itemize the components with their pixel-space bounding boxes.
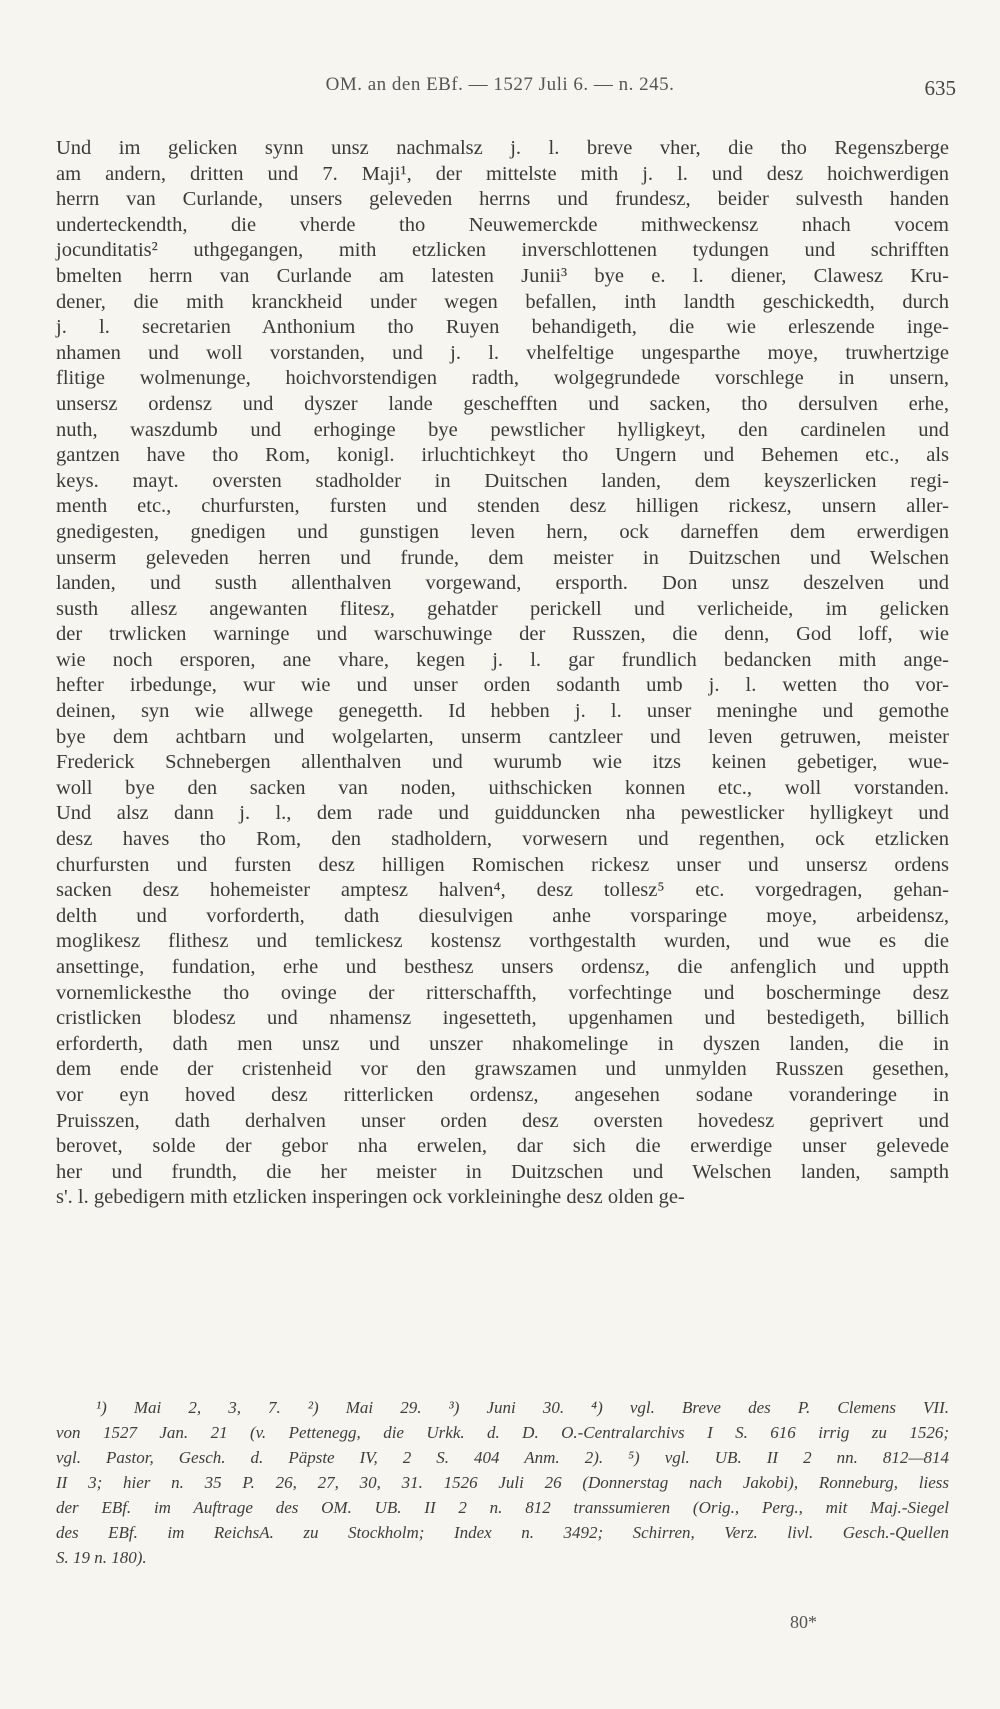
page-number: 635 (924, 76, 956, 100)
text-line: her und frundth, die her meister in Duitzschen und Welschen landen, sampth (56, 1160, 949, 1183)
text-line: Und alsz dann j. l., dem rade und guidduncken nha pewestlicker hylligkeyt und (56, 802, 949, 825)
text-line: moglikesz flithesz und temlickesz kostensz vorthgestalth wurden, und wue es die (56, 930, 949, 953)
text-line: hefter irbedunge, wur wie und unser orden sodanth umb j. l. wetten tho vor- (56, 674, 949, 697)
text-line: der trwlicken warninge und warschuwinge der Russzen, die denn, God loff, wie (56, 623, 949, 646)
text-line: s'. l. gebedigern mith etzlicken insperingen ock vorkleininghe desz olden ge- (56, 1186, 685, 1209)
text-line: ansettinge, fundation, erhe und besthesz unsers ordensz, die anfenglich und uppth (56, 956, 949, 978)
text-line: j. l. secretarien Anthonium tho Ruyen behandigeth, die wie erleszende inge- (56, 316, 949, 339)
text-line: underteckendth, die vherde tho Neuwemerckde mithweckensz nhach vocem (56, 213, 949, 236)
text-line: bye dem achtbarn und wolgelarten, unserm cantzleer und leven getruwen, meister (56, 725, 949, 748)
footnote-line: S. 19 n. 180). (56, 1548, 147, 1567)
text-line: nuth, waszdumb und erhoginge bye pewstlicher hylligkeyt, den cardinelen und (56, 418, 949, 441)
text-line: dem ende der cristenheid vor den grawszamen und unmylden Russzen gesethen, (56, 1058, 949, 1081)
text-line: am andern, dritten und 7. Maji¹, der mittelste mith j. l. und desz hoichwerdigen (56, 162, 949, 185)
text-line: susth allesz angewanten flitesz, gehatder perickell und verlicheide, im gelicken (56, 597, 949, 620)
text-line: wie noch ersporen, ane vhare, kegen j. l. gar frundlich bedancken mith ange- (56, 648, 949, 671)
text-line: flitige wolmenunge, hoichvorstendigen radth, wolgegrundede vorschlege in unsern, (56, 367, 949, 390)
text-line: herrn van Curlande, unsers geleveden herrns und frundesz, beider sulvesth handen (56, 188, 949, 211)
text-line: deinen, syn wie allwege genegetth. Id hebben j. l. unser meninghe und gemothe (56, 700, 949, 723)
text-line: Pruisszen, dath derhalven unser orden desz oversten hovedesz geprivert und (56, 1109, 949, 1132)
footnote-line: von 1527 Jan. 21 (v. Pettenegg, die Urkk. d. D. O.-Centralarchivs I S. 616 irrig zu 1526; (56, 1423, 949, 1442)
text-line: nhamen und woll vorstanden, und j. l. vhelfeltige ungesparthe moye, truwhertzige (56, 341, 949, 364)
text-line: landen, und susth allenthalven vorgewand, ersporth. Don unsz deszelven und (56, 572, 949, 595)
text-line: unserm geleveden herren und frunde, dem meister in Duitzschen und Welschen (56, 546, 949, 569)
text-line: jocunditatis² uthgegangen, mith etzlicken inverschlottenen tydungen und schrifften (56, 239, 949, 262)
text-line: desz haves tho Rom, den stadholdern, vorwesern und regenthen, ock etzlicken (56, 828, 949, 851)
text-line: dener, die mith kranckheid under wegen befallen, inth landth geschickedth, durch (56, 290, 949, 313)
page-header (0, 74, 1000, 104)
footnotes (56, 1395, 949, 1570)
text-line: Frederick Schnebergen allenthalven und wurumb wie itzs keinen gebetiger, wue- (56, 751, 949, 774)
text-line: woll bye den sacken van noden, uithschicken konnen etc., woll vorstanden. (56, 776, 949, 799)
text-line: bmelten herrn van Curlande am latesten Junii³ bye e. l. diener, Clawesz Kru- (56, 264, 949, 287)
signature-mark: 80* (790, 1612, 817, 1632)
text-line: unsersz ordensz und dyszer lande geschefften und sacken, tho dersulven erhe, (56, 392, 949, 415)
text-line: erforderth, dath men unsz und unszer nhakomelinge in dyszen landen, die in (56, 1032, 949, 1055)
footnote-line: vgl. Pastor, Gesch. d. Päpste IV, 2 S. 404 Anm. 2). ⁵) vgl. UB. II 2 nn. 812—814 (56, 1448, 949, 1467)
text-line: sacken desz hohemeister amptesz halven⁴, desz tollesz⁵ etc. vorgedragen, gehan- (56, 879, 949, 902)
text-line: gantzen have tho Rom, konigl. irluchtichkeyt tho Ungern und Behemen etc., als (56, 444, 949, 467)
main-text (56, 136, 949, 1211)
text-line: delth und vorforderth, dath diesulvigen anhe vorsparinge moye, arbeidensz, (56, 904, 949, 927)
text-line: cristlicken blodesz und nhamensz ingesetteth, upgenhamen und bestedigeth, billich (56, 1007, 949, 1030)
footnote-line: ¹) Mai 2, 3, 7. ²) Mai 29. ³) Juni 30. ⁴) vgl. Breve des P. Clemens VII. (96, 1398, 949, 1417)
text-line: vor eyn hoved desz ritterlicken ordensz, angesehen sodane voranderinge in (56, 1083, 949, 1106)
text-line: Und im gelicken synn unsz nachmalsz j. l. breve vher, die tho Regenszberge (56, 137, 949, 159)
footnote-line: II 3; hier n. 35 P. 26, 27, 30, 31. 1526 Juli 26 (Donnerstag nach Jakobi), Ronneburg, liess (56, 1473, 949, 1492)
text-line: vornemlickesthe tho ovinge der ritterschaffth, vorfechtinge und boscherminge desz (56, 981, 949, 1004)
text-line: keys. mayt. oversten stadholder in Duitschen landen, dem keyszerlicken regi- (56, 469, 949, 492)
running-head: OM. an den EBf. — 1527 Juli 6. — n. 245. (325, 74, 675, 95)
text-line: berovet, solde der gebor nha erwelen, dar sich die erwerdige unser gelevede (56, 1135, 949, 1158)
footnote-line: des EBf. im ReichsA. zu Stockholm; Index n. 3492; Schirren, Verz. livl. Gesch.-Quellen (56, 1523, 949, 1542)
footnote-line: der EBf. im Auftrage des OM. UB. II 2 n. 812 transsumieren (Orig., Perg., mit Maj.-Siegel (56, 1498, 949, 1517)
text-line: gnedigesten, gnedigen und gunstigen leven hern, ock darneffen dem erwerdigen (56, 520, 949, 543)
text-line: churfursten und fursten desz hilligen Romischen rickesz unser und unsersz ordens (56, 853, 949, 876)
text-line: menth etc., churfursten, fursten und stenden desz hilligen rickesz, unsern aller- (56, 495, 949, 518)
